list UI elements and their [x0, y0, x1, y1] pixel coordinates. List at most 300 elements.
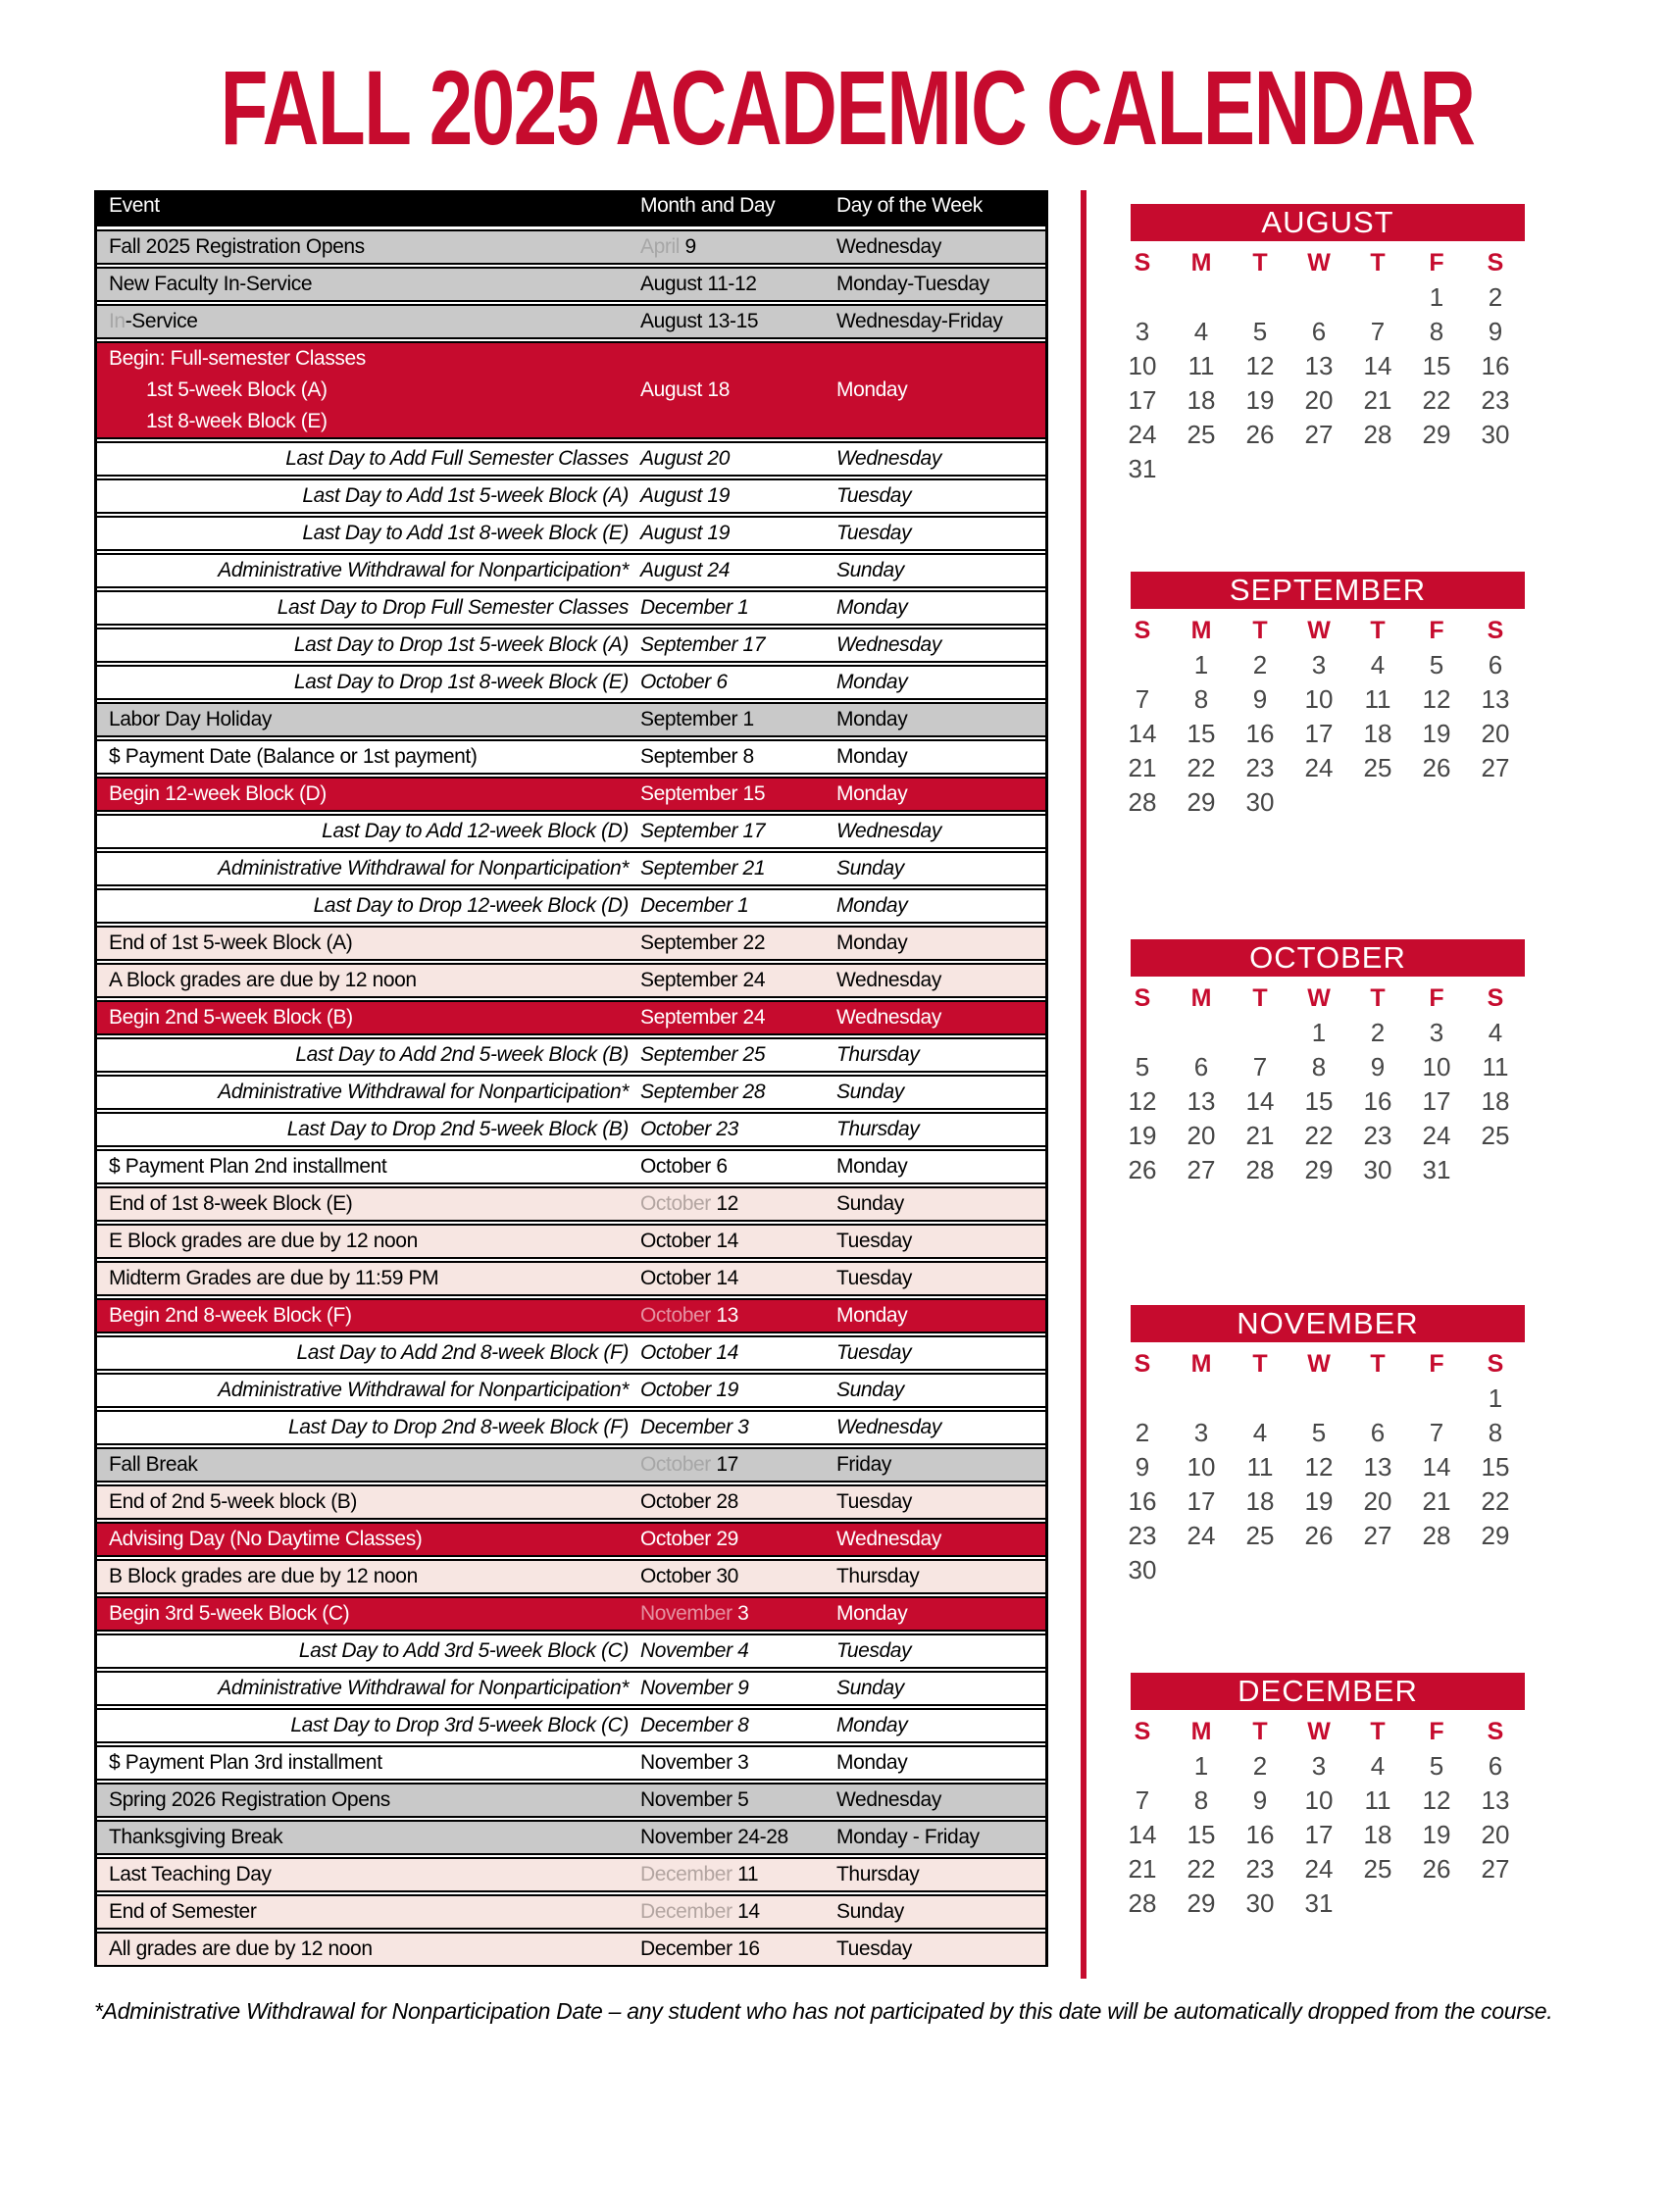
calendar-date: 4: [1370, 650, 1386, 679]
table-row: [97, 1261, 1045, 1296]
table-row: [97, 1335, 1045, 1371]
event-cell: Last Day to Add 1st 8-week Block (E): [302, 522, 629, 544]
weekday-letter: F: [1429, 984, 1444, 1012]
weekday-letter: W: [1307, 617, 1331, 644]
day-of-week-cell: Monday: [836, 745, 908, 768]
event-cell: Last Day to Drop 12-week Block (D): [313, 894, 629, 917]
day-of-week-cell: Monday - Friday: [836, 1826, 980, 1848]
month-day-cell: October 6: [640, 1155, 728, 1178]
month-day-cell: September 15: [640, 782, 766, 805]
table-row: [97, 1410, 1045, 1445]
table-row: [97, 702, 1045, 737]
calendar-date: 10: [1422, 1052, 1451, 1081]
calendar-date: 26: [1304, 1521, 1334, 1550]
table-row: [97, 441, 1045, 477]
event-cell: Last Day to Drop 2nd 8-week Block (F): [287, 1416, 629, 1438]
events-table: [94, 190, 1048, 1967]
calendar-date: 29: [1481, 1521, 1510, 1550]
calendar-date: 24: [1187, 1521, 1216, 1550]
calendar-date: 2: [1488, 282, 1503, 312]
month-day-cell: September 28: [640, 1081, 766, 1103]
month-day-cell: September 24: [640, 1006, 766, 1029]
calendar-date: 16: [1245, 719, 1275, 748]
calendar-blank: [1172, 452, 1231, 486]
weekday-letter: T: [1252, 617, 1268, 644]
event-cell: Last Day to Drop 2nd 5-week Block (B): [286, 1118, 629, 1140]
day-of-week-cell: Monday: [836, 378, 908, 401]
calendar-blank: [1348, 1553, 1407, 1587]
table-row: [97, 1037, 1045, 1073]
calendar-date: 13: [1304, 351, 1334, 380]
calendar-date: 18: [1187, 385, 1216, 415]
calendar-date: 29: [1187, 787, 1216, 817]
weekday-letter: W: [1307, 1718, 1331, 1745]
calendar-blank: [1231, 280, 1289, 315]
calendar-date: 22: [1187, 753, 1216, 782]
calendar-date: 29: [1422, 420, 1451, 449]
day-of-week-cell: Friday: [836, 1453, 891, 1476]
day-of-week-cell: Monday: [836, 1751, 908, 1774]
table-row: [97, 1634, 1045, 1669]
day-of-week-cell: Tuesday: [836, 1490, 912, 1513]
day-of-week-cell: Monday: [836, 671, 908, 693]
calendar-date: 16: [1128, 1486, 1157, 1516]
calendar-blank: [1231, 1382, 1289, 1416]
month-day-cell: December 14: [640, 1900, 760, 1923]
calendar-date: 9: [1488, 317, 1503, 346]
month-day-cell: December 1: [640, 596, 749, 619]
calendar-blank: [1466, 1553, 1525, 1587]
calendar-blank: [1407, 1886, 1466, 1921]
event-cell: Last Day to Add 3rd 5-week Block (C): [298, 1639, 629, 1662]
calendar-date: 13: [1481, 1785, 1510, 1815]
calendar-date: 29: [1187, 1888, 1216, 1918]
calendar-date: 24: [1304, 1854, 1334, 1884]
calendar-date: 22: [1187, 1854, 1216, 1884]
event-cell: Begin 3rd 5-week Block (C): [109, 1602, 350, 1625]
month-day-cell: September 21: [640, 857, 766, 880]
month-day-cell: October 14: [640, 1230, 738, 1252]
calendar-date: 5: [1429, 1751, 1444, 1781]
calendar-date: 25: [1245, 1521, 1275, 1550]
weekday-letter: S: [1134, 1718, 1151, 1745]
calendar-date: 9: [1135, 1452, 1150, 1482]
calendar-date: 30: [1245, 1888, 1275, 1918]
day-of-week-cell: Sunday: [836, 1192, 904, 1215]
calendar-date: 15: [1187, 1820, 1216, 1849]
weekday-letter: S: [1487, 249, 1504, 276]
column-header-event: Event: [109, 194, 160, 217]
mini-calendars-column: [1086, 190, 1530, 1921]
calendar-date: 11: [1187, 351, 1215, 380]
day-of-week-cell: Wednesday: [836, 820, 941, 842]
day-of-week-cell: Monday: [836, 1155, 908, 1178]
calendar-date: 2: [1252, 1751, 1268, 1781]
table-row: [97, 1298, 1045, 1333]
calendar-date: 4: [1370, 1751, 1386, 1781]
table-row: [97, 963, 1045, 998]
event-cell: End of 1st 5-week Block (A): [109, 931, 353, 954]
day-of-week-cell: Wednesday: [836, 969, 941, 991]
calendar-date: 5: [1429, 650, 1444, 679]
event-cell: Administrative Withdrawal for Nonparticipation*: [218, 1081, 629, 1103]
day-of-week-cell: Monday: [836, 596, 908, 619]
table-row: [97, 1745, 1045, 1781]
month-day-cell: September 17: [640, 633, 766, 656]
day-of-week-cell: Wednesday: [836, 1788, 941, 1811]
calendar-date: 5: [1135, 1052, 1150, 1081]
weekday-letter: T: [1370, 984, 1386, 1012]
calendar-blank: [1407, 1553, 1466, 1587]
calendar-date: 3: [1429, 1018, 1444, 1047]
calendar-date: 18: [1363, 1820, 1392, 1849]
calendar-date: 7: [1429, 1418, 1444, 1447]
table-row: [97, 851, 1045, 886]
calendar-date: 26: [1245, 420, 1275, 449]
calendar-date: 12: [1245, 351, 1275, 380]
calendar-date: 21: [1128, 753, 1157, 782]
month-day-cell: September 17: [640, 820, 766, 842]
day-of-week-cell: Monday: [836, 708, 908, 730]
day-of-week-cell: Tuesday: [836, 522, 912, 544]
calendar-blank: [1113, 1749, 1172, 1784]
calendar-date: 13: [1363, 1452, 1392, 1482]
day-of-week-cell: Monday: [836, 1304, 908, 1327]
weekday-letter: S: [1487, 617, 1504, 644]
calendar-date: 31: [1128, 454, 1157, 483]
calendar-date: 18: [1245, 1486, 1275, 1516]
weekday-letter: T: [1252, 1718, 1268, 1745]
calendar-date: 9: [1252, 684, 1268, 714]
calendar-blank: [1407, 452, 1466, 486]
calendar-date: 16: [1245, 1820, 1275, 1849]
page-title: FALL 2025 ACADEMIC CALENDAR: [220, 48, 1475, 167]
calendar-grid: [1113, 980, 1525, 1187]
event-cell: Last Day to Drop 1st 8-week Block (E): [293, 671, 629, 693]
calendar-date: 10: [1128, 351, 1157, 380]
table-header-row: [97, 190, 1045, 226]
month-day-cell: April 9: [640, 235, 696, 258]
month-day-cell: September 1: [640, 708, 754, 730]
day-of-week-cell: Tuesday: [836, 1639, 912, 1662]
day-of-week-cell: Sunday: [836, 1677, 904, 1699]
weekday-letter: T: [1252, 1350, 1268, 1378]
weekday-letter: F: [1429, 1350, 1444, 1378]
weekday-letter: S: [1134, 984, 1151, 1012]
table-row: [97, 1224, 1045, 1259]
calendar-grid: [1113, 1346, 1525, 1587]
weekday-letter: T: [1370, 1718, 1386, 1745]
weekday-letter: W: [1307, 1350, 1331, 1378]
table-row: [97, 1671, 1045, 1706]
month-day-cell: October 23: [640, 1118, 738, 1140]
calendar-date: 18: [1363, 719, 1392, 748]
calendar-date: 2: [1370, 1018, 1386, 1047]
calendar-date: 10: [1304, 1785, 1334, 1815]
calendar-date: 14: [1422, 1452, 1451, 1482]
month-day-cell: November 9: [640, 1677, 749, 1699]
calendar-date: 14: [1128, 719, 1157, 748]
calendar-date: 1: [1193, 650, 1209, 679]
calendar-date: 17: [1422, 1086, 1451, 1116]
calendar-blank: [1466, 1153, 1525, 1187]
calendar-date: 10: [1187, 1452, 1216, 1482]
day-of-week-cell: Sunday: [836, 1081, 904, 1103]
calendar-date: 12: [1422, 1785, 1451, 1815]
table-row: [97, 1894, 1045, 1930]
calendar-date: 5: [1252, 317, 1268, 346]
table-row: [97, 1000, 1045, 1035]
event-cell: End of Semester: [109, 1900, 257, 1923]
calendar-date: 7: [1135, 1785, 1150, 1815]
table-row: [97, 1186, 1045, 1222]
calendar-blank: [1231, 452, 1289, 486]
table-row: [97, 267, 1045, 302]
table-row: [97, 590, 1045, 626]
event-cell: A Block grades are due by 12 noon: [109, 969, 417, 991]
calendar-date: 25: [1481, 1121, 1510, 1150]
month-day-cell: August 19: [640, 484, 730, 507]
event-cell: Spring 2026 Registration Opens: [109, 1788, 390, 1811]
weekday-letter: T: [1370, 1350, 1386, 1378]
calendar-blank: [1172, 1382, 1231, 1416]
month-day-cell: October 17: [640, 1453, 738, 1476]
table-row: [97, 888, 1045, 924]
calendar-blank: [1289, 280, 1348, 315]
month-day-cell: November 24-28: [640, 1826, 788, 1848]
calendar-date: 7: [1135, 684, 1150, 714]
calendar-date: 21: [1128, 1854, 1157, 1884]
event-cell: B Block grades are due by 12 noon: [109, 1565, 418, 1587]
calendar-date: 20: [1304, 385, 1334, 415]
month-day-cell: December 3: [640, 1416, 749, 1438]
month-day-cell: November 3: [640, 1602, 749, 1625]
calendar-date: 28: [1128, 1888, 1157, 1918]
event-cell: Last Day to Add 2nd 5-week Block (B): [295, 1043, 629, 1066]
calendar-blank: [1113, 1016, 1172, 1050]
table-row: [97, 1783, 1045, 1818]
calendar-date: 28: [1422, 1521, 1451, 1550]
month-day-cell: October 30: [640, 1565, 738, 1587]
day-of-week-cell: Wednesday-Friday: [836, 310, 1003, 332]
event-cell: Last Day to Add 12-week Block (D): [322, 820, 629, 842]
table-row: [97, 553, 1045, 588]
calendar-date: 19: [1304, 1486, 1334, 1516]
table-row: [97, 926, 1045, 961]
calendar-date: 13: [1481, 684, 1510, 714]
table-row: [97, 777, 1045, 812]
page-title-wrap: [0, 48, 1667, 167]
table-row: [97, 1820, 1045, 1855]
event-cell: Administrative Withdrawal for Nonparticipation*: [218, 857, 629, 880]
day-of-week-cell: Wednesday: [836, 633, 941, 656]
month-day-cell: December 8: [640, 1714, 749, 1736]
calendar-date: 11: [1364, 684, 1391, 714]
event-cell: In-Service: [109, 310, 198, 332]
calendar-month-title: DECEMBER: [1131, 1673, 1525, 1710]
table-row: [97, 304, 1045, 339]
weekday-letter: S: [1134, 249, 1151, 276]
calendar-date: 25: [1363, 1854, 1392, 1884]
calendar-date: 27: [1304, 420, 1334, 449]
calendar-date: 15: [1481, 1452, 1510, 1482]
month-day-cell: October 14: [640, 1341, 738, 1364]
day-of-week-cell: Sunday: [836, 857, 904, 880]
month-day-cell: August 11-12: [640, 273, 757, 295]
event-cell: New Faculty In-Service: [109, 273, 313, 295]
calendar-date: 3: [1193, 1418, 1209, 1447]
table-row: [97, 1522, 1045, 1557]
calendar-date: 14: [1363, 351, 1392, 380]
calendar-date: 30: [1245, 787, 1275, 817]
calendar-date: 19: [1245, 385, 1275, 415]
table-row: [97, 229, 1045, 265]
table-row: [97, 478, 1045, 514]
calendar-date: 6: [1488, 1751, 1503, 1781]
day-of-week-cell: Thursday: [836, 1043, 920, 1066]
event-cell: Begin 12-week Block (D): [109, 782, 327, 805]
calendar-date: 1: [1429, 282, 1444, 312]
event-cell: Last Day to Drop 1st 5-week Block (A): [293, 633, 629, 656]
calendar-date: 21: [1245, 1121, 1275, 1150]
day-of-week-cell: Wednesday: [836, 1528, 941, 1550]
calendar-date: 1: [1488, 1383, 1503, 1413]
day-of-week-cell: Monday: [836, 894, 908, 917]
calendar-date: 6: [1370, 1418, 1386, 1447]
calendar-date: 29: [1304, 1155, 1334, 1184]
calendar-date: 30: [1363, 1155, 1392, 1184]
month-day-cell: September 24: [640, 969, 766, 991]
day-of-week-cell: Monday: [836, 931, 908, 954]
calendar-blank: [1231, 1016, 1289, 1050]
calendar-blank: [1348, 452, 1407, 486]
calendar-date: 12: [1128, 1086, 1157, 1116]
day-of-week-cell: Thursday: [836, 1565, 920, 1587]
month-day-cell: December 1: [640, 894, 749, 917]
day-of-week-cell: Sunday: [836, 559, 904, 581]
calendar-date: 4: [1193, 317, 1209, 346]
day-of-week-cell: Wednesday: [836, 1006, 941, 1029]
weekday-letter: S: [1487, 1350, 1504, 1378]
event-rows: [97, 229, 1045, 1967]
table-row: [97, 1484, 1045, 1520]
day-of-week-cell: Thursday: [836, 1863, 920, 1885]
table-row: [97, 1447, 1045, 1483]
calendar-date: 9: [1252, 1785, 1268, 1815]
calendar-date: 21: [1363, 385, 1392, 415]
calendar-date: 2: [1135, 1418, 1150, 1447]
calendar-date: 8: [1311, 1052, 1327, 1081]
calendar-date: 23: [1363, 1121, 1392, 1150]
calendar-blank: [1289, 452, 1348, 486]
event-cell: End of 2nd 5-week block (B): [109, 1490, 358, 1513]
calendar-date: 28: [1245, 1155, 1275, 1184]
calendar-date: 30: [1481, 420, 1510, 449]
mini-calendar-august: [1113, 204, 1530, 486]
calendar-date: 7: [1370, 317, 1386, 346]
calendar-date: 6: [1193, 1052, 1209, 1081]
calendar-date: 30: [1128, 1555, 1157, 1584]
calendar-date: 31: [1304, 1888, 1334, 1918]
calendar-blank: [1348, 785, 1407, 820]
calendar-month-title: NOVEMBER: [1131, 1305, 1525, 1342]
weekday-letter: S: [1487, 984, 1504, 1012]
event-cell: Begin: Full-semester Classes 1st 5-week Block (A) 1st 8-week Block (E): [109, 347, 366, 432]
day-of-week-cell: Monday-Tuesday: [836, 273, 989, 295]
table-row: [97, 1149, 1045, 1184]
calendar-date: 22: [1304, 1121, 1334, 1150]
calendar-date: 3: [1311, 1751, 1327, 1781]
calendar-date: 27: [1187, 1155, 1216, 1184]
calendar-date: 1: [1311, 1018, 1327, 1047]
event-cell: Last Teaching Day: [109, 1863, 272, 1885]
calendar-date: 9: [1370, 1052, 1386, 1081]
calendar-date: 27: [1481, 1854, 1510, 1884]
event-cell: Labor Day Holiday: [109, 708, 272, 730]
column-header-day-of-week: Day of the Week: [836, 194, 983, 217]
table-row: [97, 1932, 1045, 1967]
table-row: [97, 341, 1045, 439]
calendar-blank: [1113, 1382, 1172, 1416]
event-cell: End of 1st 8-week Block (E): [109, 1192, 353, 1215]
calendar-month-title: SEPTEMBER: [1131, 572, 1525, 609]
calendar-date: 19: [1422, 719, 1451, 748]
event-cell: Administrative Withdrawal for Nonparticipation*: [218, 1379, 629, 1401]
calendar-date: 14: [1245, 1086, 1275, 1116]
month-day-cell: September 25: [640, 1043, 766, 1066]
weekday-letter: T: [1252, 249, 1268, 276]
month-day-cell: August 13-15: [640, 310, 759, 332]
calendar-date: 15: [1422, 351, 1451, 380]
table-row: [97, 1857, 1045, 1892]
month-day-cell: October 6: [640, 671, 728, 693]
calendar-month-title: AUGUST: [1131, 204, 1525, 241]
event-cell: Midterm Grades are due by 11:59 PM: [109, 1267, 439, 1289]
weekday-letter: S: [1134, 1350, 1151, 1378]
content: [94, 190, 1536, 1979]
calendar-date: 3: [1311, 650, 1327, 679]
month-day-cell: October 28: [640, 1490, 738, 1513]
month-day-cell: October 13: [640, 1304, 738, 1327]
weekday-letter: W: [1307, 249, 1331, 276]
calendar-date: 23: [1481, 385, 1510, 415]
month-day-cell: October 14: [640, 1267, 738, 1289]
calendar-date: 17: [1187, 1486, 1216, 1516]
weekday-letter: T: [1370, 617, 1386, 644]
calendar-blank: [1348, 280, 1407, 315]
calendar-date: 19: [1128, 1121, 1157, 1150]
month-day-cell: August 24: [640, 559, 730, 581]
event-cell: All grades are due by 12 noon: [109, 1937, 373, 1960]
calendar-date: 12: [1422, 684, 1451, 714]
calendar-date: 5: [1311, 1418, 1327, 1447]
mini-calendar-october: [1113, 939, 1530, 1187]
calendar-date: 23: [1245, 753, 1275, 782]
day-of-week-cell: Sunday: [836, 1379, 904, 1401]
calendar-date: 17: [1128, 385, 1157, 415]
calendar-date: 28: [1363, 420, 1392, 449]
table-row: [97, 1708, 1045, 1743]
weekday-letter: S: [1134, 617, 1151, 644]
calendar-date: 20: [1187, 1121, 1216, 1150]
calendar-date: 13: [1187, 1086, 1216, 1116]
calendar-date: 26: [1422, 1854, 1451, 1884]
event-cell: Thanksgiving Break: [109, 1826, 283, 1848]
table-row: [97, 1373, 1045, 1408]
weekday-letter: F: [1429, 1718, 1444, 1745]
calendar-blank: [1172, 280, 1231, 315]
calendar-date: 2: [1252, 650, 1268, 679]
